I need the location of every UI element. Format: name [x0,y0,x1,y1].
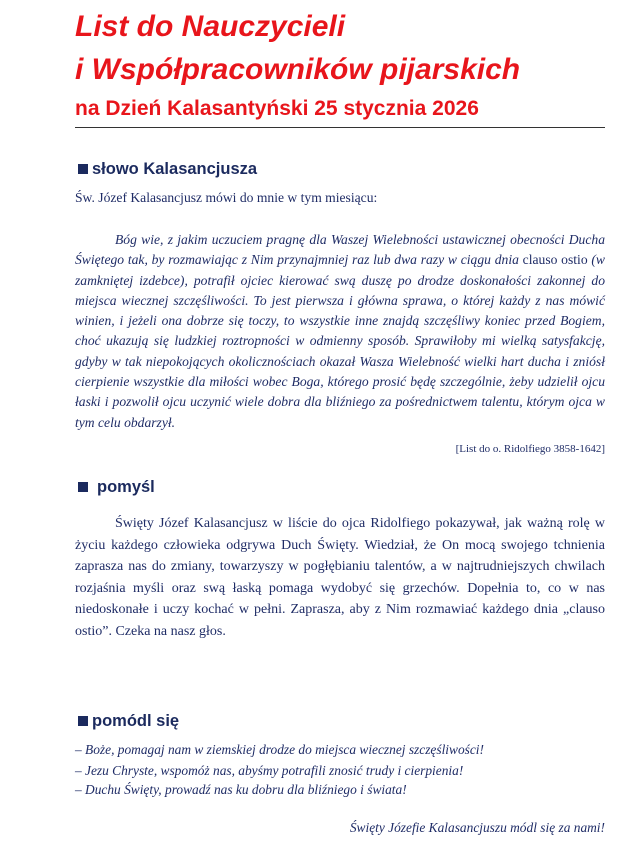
quote-part: (w zamkniętej izdebce), potrafił ojciec kierować swą duszę po drodze doskonałości zakonnej do miejsca wiecznej szczęśliwości. To jest pierwsza i główna sprawa, o której każdy z nas mówić winien, i jeżeli ona dobrze się toczy, to wszystkie inne znajdą szczęśliwy koniec przed Bogiem, choć ukazują się ludzkiej roztropności w odmienny sposób. Sprawiłoby mi wielką satysfakcję, gdyby w tak niepokojących okolicznościach okazał Wasza Wielebność wielki hart ducha i zniósł cierpienie wszystkie dla miłości wobec Boga, którego prosić będę szczególnie, żeby udzielił ojcu łaski i pozwolił ojcu uczynić wiele dobra dla bliźniego za pośrednictwem talentu, którym ojca w tym celu obdarzył. [75,252,605,430]
title-line-2: i Współpracowników pijarskich [75,53,521,86]
heading-text: słowo Kalasancjusza [92,160,258,178]
prayer-line: – Boże, pomagaj nam w ziemskiej drodze do miejsca wiecznej szczęśliwości! [75,742,484,757]
quote-part: Bóg wie, z jakim uczuciem pragnę dla Waszej Wielebności ustawicznej obecności Ducha Świętego tak, by rozmawiając z Nim przynajmniej raz lub dwa razy w ciągu dnia [75,232,605,268]
title-line-1: List do Nauczycieli [75,10,346,43]
section-heading-pomysl [78,478,155,497]
heading-text: pomódl się [92,712,180,730]
heading-text: pomyśl [97,478,155,496]
quote-paragraph [75,230,605,433]
square-bullet-icon [78,482,88,492]
title-divider [75,127,605,128]
citation: [List do o. Ridolfiego 3858-1642] [455,443,605,455]
square-bullet-icon [78,716,88,726]
reflection-paragraph: Święty Józef Kalasancjusz w liście do ojca Ridolfiego pokazywał, jak ważną rolę w życiu każdego człowieka odgrywa Duch Święty. Wiedział, że On mocą swojego tchnienia zaprasza nas do zmiany, towarzyszy w pogłębianiu talentów, a w najtrudniejszych chwilach rozjaśnia myśli oraz swą łaską pomaga wydobyć się grzechów. Dopełnia to, co w nas niedoskonałe i uczy kochać w pełni. Zaprasza, aby z Nim rozmawiać każdego dnia „clauso ostio”. Czeka na nasz głos. [75,516,605,639]
section-heading-slowo [78,160,257,179]
intro-text: Św. Józef Kalasancjusz mówi do mnie w tym miesiącu: [75,190,378,205]
square-bullet-icon [78,164,88,174]
prayer-line: – Duchu Święty, prowadź nas ku dobru dla bliźniego i świata! [75,782,407,797]
section-heading-pomodl [78,712,179,731]
quote-latin: clauso ostio [522,252,588,268]
prayer-line: – Jezu Chryste, wspomóż nas, abyśmy potrafili znosić trudy i cierpienia! [75,763,464,778]
closing-invocation: Święty Józefie Kalasancjuszu módl się za nami! [349,820,605,835]
subtitle: na Dzień Kalasantyński 25 stycznia 2026 [75,97,479,120]
